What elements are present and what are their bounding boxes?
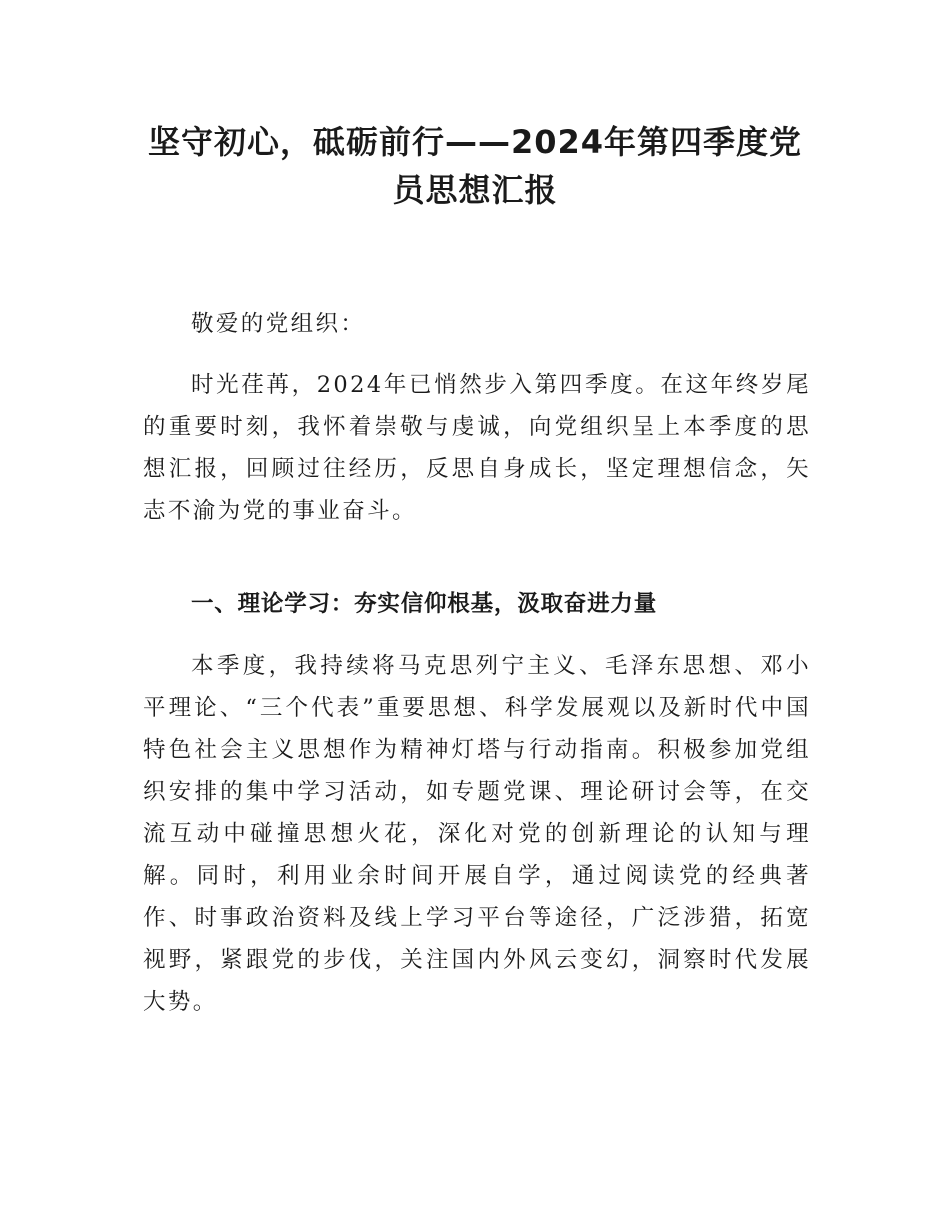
- intro-paragraph: 时光荏苒，2024年已悄然步入第四季度。在这年终岁尾的重要时刻，我怀着崇敬与虔诚，向党组织呈上本季度的思想汇报，回顾过往经历，反思自身成长，坚定理想信念，矢志不渝为党的事业奋斗。: [143, 372, 811, 524]
- section-heading: 一、理论学习：夯实信仰根基，汲取奋进力量: [191, 591, 658, 617]
- section-body-paragraph: 本季度，我持续将马克思列宁主义、毛泽东思想、邓小平理论、“三个代表”重要思想、科学发展观以及新时代中国特色社会主义思想作为精神灯塔与行动指南。积极参加党组织安排的集中学习活动，如专题党课、理论研讨会等，在交流互动中碰撞思想火花，深化对党的创新理论的认知与理解。同时，利用业余时间开展自学，通过阅读党的经典著作、时事政治资料及线上学习平台等途径，广泛涉猎，拓宽视野，紧跟党的步伐，关注国内外风云变幻，洞察时代发展大势。: [143, 653, 811, 1015]
- salutation: 敬爱的党组织：: [191, 311, 366, 337]
- document-title: 坚守初心，砥砺前行——2024年第四季度党员思想汇报: [147, 123, 803, 209]
